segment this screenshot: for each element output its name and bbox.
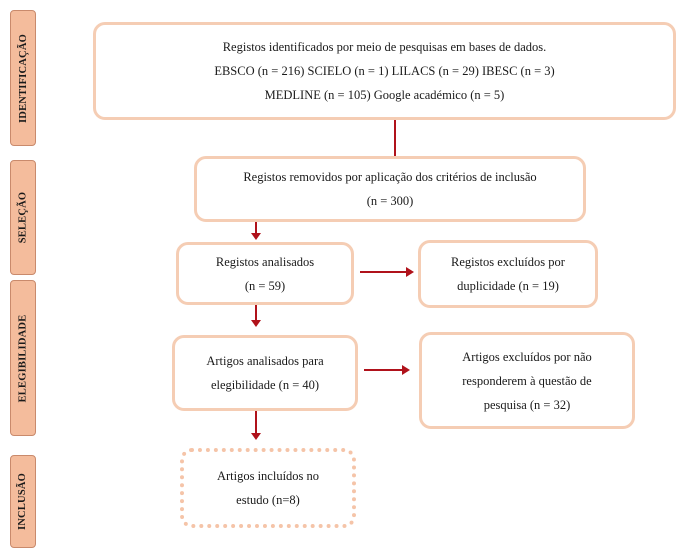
analysed-line-1: Registos analisados <box>215 254 315 269</box>
phase-label: ELEGIBILIDADE <box>17 314 29 402</box>
removed-records-box <box>194 156 586 222</box>
identified-line-1: Registos identificados por meio de pesquisas em bases de dados. <box>222 40 547 54</box>
duplicates-line-1: Registos excluídos por <box>451 255 565 269</box>
arrow-down-icon <box>251 320 261 327</box>
excluded-line-1: Artigos excluídos por não <box>462 349 592 364</box>
connector-line <box>255 411 257 435</box>
phase-label: SELEÇÃO <box>17 191 29 244</box>
phase-elegibilidade <box>10 280 36 436</box>
excluded-line-3: pesquisa (n = 32) <box>483 397 571 412</box>
arrow-right-icon <box>406 267 414 277</box>
identified-records-box <box>93 22 676 120</box>
arrow-down-icon <box>251 433 261 440</box>
arrow-down-icon <box>251 233 261 240</box>
removed-line-1: Registos removidos por aplicação dos critérios de inclusão <box>243 170 537 184</box>
phase-inclusao <box>10 455 36 548</box>
included-articles-box <box>180 448 356 528</box>
arrow-right-icon <box>402 365 410 375</box>
connector-line <box>360 271 412 273</box>
eligibility-line-1: Artigos analisados para <box>206 354 324 368</box>
eligibility-line-2: elegibilidade (n = 40) <box>210 378 320 392</box>
articles-excluded-box <box>419 332 635 429</box>
eligibility-articles-box <box>172 335 358 411</box>
identified-line-2: EBSCO (n = 216) SCIELO (n = 1) LILACS (n = 29) IBESC (n = 3) <box>214 64 555 78</box>
removed-line-2: (n = 300) <box>366 194 414 208</box>
analysed-line-2: (n = 59) <box>244 278 286 293</box>
duplicates-excluded-box <box>418 240 598 308</box>
duplicates-line-2: duplicidade (n = 19) <box>457 279 559 293</box>
identified-line-3: MEDLINE (n = 105) Google académico (n = 5) <box>264 88 505 102</box>
connector-line <box>394 120 396 157</box>
phase-identificacao <box>10 10 36 146</box>
phase-label: INCLUSÃO <box>17 472 29 531</box>
included-line-2: estudo (n=8) <box>236 493 300 507</box>
included-line-1: Artigos incluídos no <box>216 469 320 483</box>
phase-label: IDENTIFICAÇÃO <box>17 33 29 123</box>
connector-line <box>255 305 257 321</box>
phase-selecao <box>10 160 36 275</box>
excluded-line-2: responderem à questão de <box>462 373 592 388</box>
analysed-records-box <box>176 242 354 305</box>
